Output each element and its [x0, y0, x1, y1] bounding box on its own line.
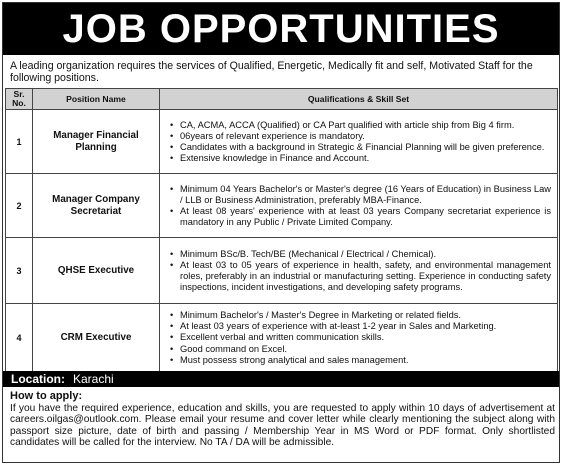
- list-item: • 06years of relevant experience is mandatory.: [180, 131, 551, 142]
- title-banner: [3, 3, 559, 55]
- position-name-cell: Manager Company Secretariat: [33, 174, 160, 238]
- list-item: • CA, ACMA, ACCA (Qualified) or CA Part qualified with article ship from Big 4 firm.: [180, 120, 551, 131]
- list-item: • Minimum Bachelor's / Master's Degree in Marketing or related fields.: [180, 310, 551, 321]
- list-item: • Excellent verbal and written communication skills.: [180, 332, 551, 343]
- list-item: • Minimum 04 Years Bachelor's or Master's degree (16 Years of Education) in Business Law / LLB or Business Administration, preferably MBA-Finance.: [180, 184, 551, 206]
- list-item: • At least 08 years' experience with at least 03 years Company secretariat experience is mandatory in any Public / Private Limited Company.: [180, 206, 551, 228]
- position-name-cell: QHSE Executive: [33, 238, 160, 304]
- list-item: • At least 03 years of experience with at-least 1-2 year in Sales and Marketing.: [180, 321, 551, 332]
- list-item: • Must possess strong analytical and sales management.: [180, 355, 551, 366]
- qualifications-cell: [160, 304, 558, 372]
- position-name-cell: Manager Financial Planning: [33, 110, 160, 174]
- table-row: [6, 174, 558, 238]
- list-item: • Candidates with a background in Strategic & Financial Planning will be given preference.: [180, 142, 551, 153]
- intro-text: A leading organization requires the services of Qualified, Energetic, Medically fit and self, Motivated Staff for the following positions.: [10, 60, 533, 84]
- list-item: • Good command on Excel.: [180, 344, 551, 355]
- list-item: • At least 03 to 05 years of experience in health, safety, and environmental management roles, preferably in an industrial or manufacturing setting. Experience in conducting safety inspections, incident investigations, and developing safety programs.: [180, 260, 551, 294]
- table-row: [6, 110, 558, 174]
- table-row: [6, 304, 558, 372]
- location-label: Location:: [11, 372, 65, 386]
- table-row: [6, 238, 558, 304]
- qualifications-cell: [160, 110, 558, 174]
- sr-no-cell: 3: [6, 238, 33, 304]
- sr-no-cell: 4: [6, 304, 33, 372]
- sr-no-cell: 2: [6, 174, 33, 238]
- qualifications-cell: [160, 238, 558, 304]
- position-name-cell: CRM Executive: [33, 304, 160, 372]
- page-title: JOB OPPORTUNITIES: [62, 6, 500, 51]
- positions-table: [5, 88, 558, 372]
- table-header-row: [6, 89, 558, 110]
- header-position: Position Name: [33, 89, 160, 110]
- list-item: • Minimum BSc/B. Tech/BE (Mechanical / Electrical / Chemical).: [180, 249, 551, 260]
- location-value: Karachi: [73, 372, 114, 386]
- apply-heading: How to apply:: [10, 390, 83, 402]
- sr-no-cell: 1: [6, 110, 33, 174]
- header-qualifications: Qualifications & Skill Set: [160, 89, 558, 110]
- location-bar: [3, 371, 559, 387]
- qualifications-cell: [160, 174, 558, 238]
- header-sr-no: Sr. No.: [6, 89, 33, 110]
- apply-instructions: If you have the required experience, education and skills, you are requested to apply within 10 days of advertisement at careers.oilgas@outlook.com. Please email your resume and cover letter while clearly mentioning the subject along with passport size picture, date of birth and passing / Membership Year in MS Word or PDF format. Only shortlisted candidates will be called for the interview. No TA / DA will be admissible.: [10, 403, 555, 449]
- list-item: • Extensive knowledge in Finance and Account.: [180, 153, 551, 164]
